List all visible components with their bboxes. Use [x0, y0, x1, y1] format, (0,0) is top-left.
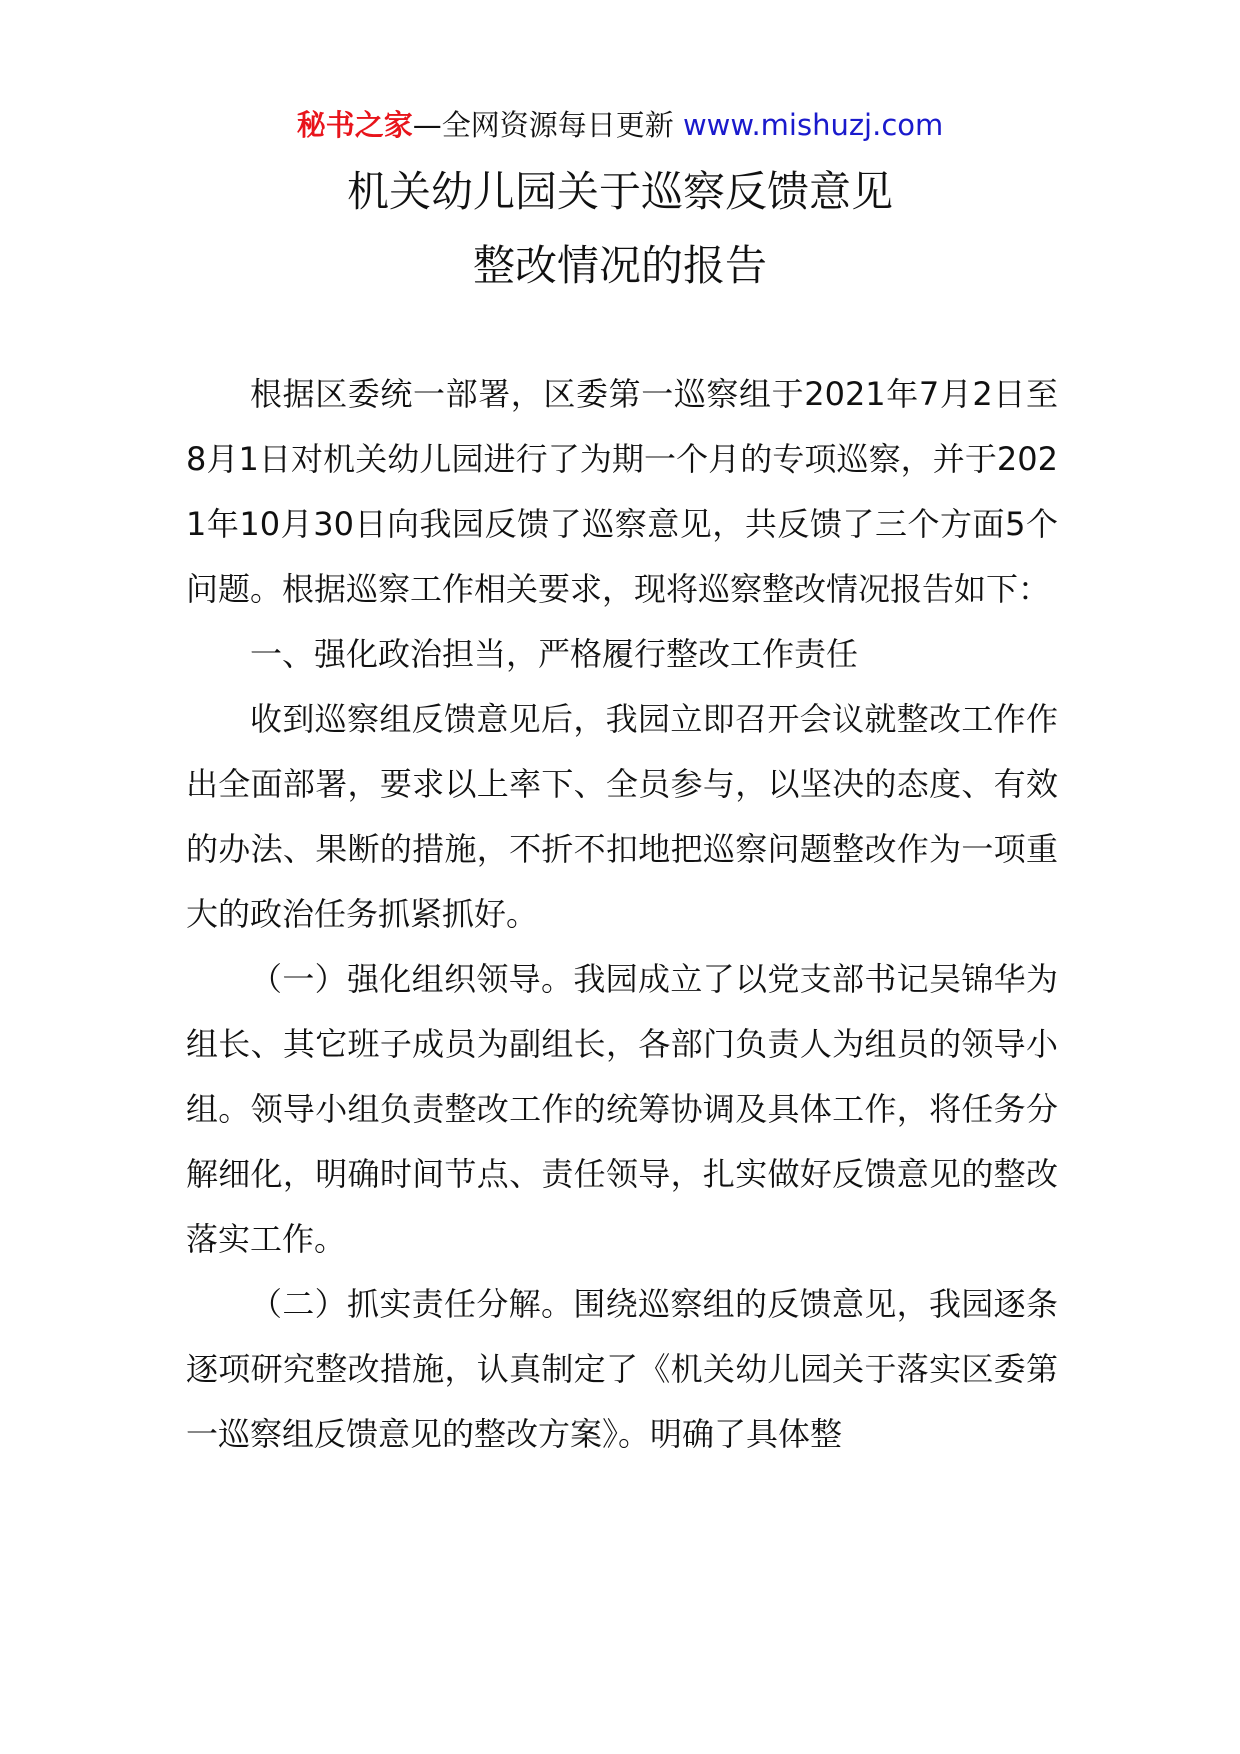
brand-name: 秘书之家: [296, 108, 413, 142]
document-title-line-1: 机关幼儿园关于巡察反馈意见: [346, 167, 893, 216]
body-paragraph-response: 收到巡察组反馈意见后，我园立即召开会议就整改工作作出全面部署，要求以上率下、全员参与，以坚决的态度、有效的办法、果断的措施，不折不扣地把巡察问题整改作为一项重大的政治任务抓紧抓好。: [186, 700, 1058, 933]
body-paragraph-intro: 根据区委统一部署，区委第一巡察组于2021年7月2日至8月1日对机关幼儿园进行了为期一个月的专项巡察，并于2021年10月30日向我园反馈了巡察意见，共反馈了三个方面5个问题。根据巡察工作相关要求，现将巡察整改情况报告如下：: [186, 375, 1058, 608]
header-tagline: —全网资源每日更新: [412, 108, 683, 142]
body-paragraph-responsibility: （二）抓实责任分解。围绕巡察组的反馈意见，我园逐条逐项研究整改措施，认真制定了《机关幼儿园关于落实区委第一巡察组反馈意见的整改方案》。明确了具体整: [186, 1285, 1058, 1453]
document-body: [186, 362, 1058, 1467]
section-heading-1: 一、强化政治担当，严格履行整改工作责任: [250, 635, 859, 673]
document-title-line-2: 整改情况的报告: [472, 241, 767, 290]
body-paragraph-leadership: （一）强化组织领导。我园成立了以党支部书记吴锦华为组长、其它班子成员为副组长，各部门负责人为组员的领导小组。领导小组负责整改工作的统筹协调及具体工作，将任务分解细化，明确时间节点、责任领导，扎实做好反馈意见的整改落实工作。: [186, 960, 1058, 1258]
site-header: [0, 100, 1240, 150]
site-url-link[interactable]: www.mishuzj.com: [682, 108, 944, 142]
